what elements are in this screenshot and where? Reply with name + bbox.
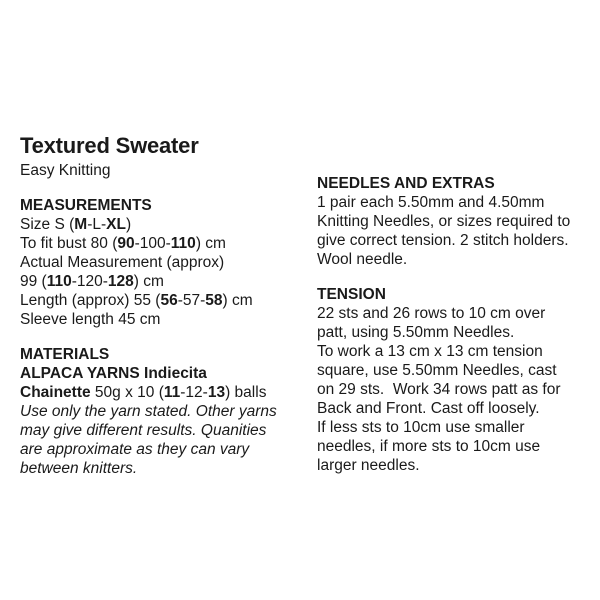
page-subtitle: Easy Knitting [20, 162, 111, 179]
needles-line: give correct tension. 2 stitch holders. [317, 232, 569, 249]
tension-line: Back and Front. Cast off loosely. [317, 400, 540, 417]
yarn-quantity-line [20, 383, 320, 402]
yarn-note-line [20, 440, 320, 459]
bust-line [20, 234, 320, 253]
tension-heading: TENSION [317, 286, 386, 303]
tension-line: on 29 sts. Work 34 rows patt as for [317, 381, 561, 398]
tension-line: If less sts to 10cm use smaller [317, 419, 525, 436]
length-prefix: Length (approx) 55 ( [20, 292, 161, 309]
actual-bold-2: 128 [107, 273, 134, 290]
needles-line: 1 pair each 5.50mm and 4.50mm [317, 194, 545, 211]
right-column [317, 174, 600, 475]
actual-mid: -120- [71, 273, 108, 290]
qty-bold-1: 11 [163, 384, 181, 401]
yarn-note-line [20, 402, 320, 421]
actual-measurement-values [20, 272, 320, 291]
size-suffix: ) [125, 216, 132, 233]
size-xl: XL [106, 216, 126, 233]
size-m: M [74, 216, 88, 233]
bust-mid: -100- [134, 235, 171, 252]
length-mid: -57- [177, 292, 206, 309]
yarn-note-line [20, 421, 320, 440]
length-bold-2: 58 [205, 292, 223, 309]
bust-bold-2: 110 [170, 235, 196, 252]
yarn-brand-line: ALPACA YARNS Indiecita [20, 365, 207, 382]
size-line [20, 215, 320, 234]
yarn-note-text-1: Use only the yarn stated. Other yarns [20, 403, 277, 420]
qty-prefix: 50g x 10 ( [90, 384, 164, 401]
bust-bold-1: 90 [117, 235, 135, 252]
yarn-name: Chainette [20, 384, 91, 401]
measurements-heading: MEASUREMENTS [20, 197, 152, 214]
actual-prefix: 99 ( [20, 273, 47, 290]
size-sep: -L- [87, 216, 107, 233]
length-suffix: ) cm [222, 292, 253, 309]
yarn-note-text-3: are approximate as they can vary [20, 441, 250, 458]
length-line [20, 291, 320, 310]
qty-bold-2: 13 [207, 384, 226, 401]
tension-line: To work a 13 cm x 13 cm tension [317, 343, 543, 360]
tension-line: patt, using 5.50mm Needles. [317, 324, 515, 341]
yarn-note-text-2: may give different results. Quanities [20, 422, 267, 439]
page-title: Textured Sweater [20, 133, 199, 158]
needles-heading: NEEDLES AND EXTRAS [317, 175, 495, 192]
tension-line: 22 sts and 26 rows to 10 cm over [317, 305, 546, 322]
tension-line: larger needles. [317, 457, 420, 474]
size-prefix: Size S ( [20, 216, 75, 233]
yarn-note-text-4: between knitters. [20, 460, 138, 477]
actual-measurement-label: Actual Measurement (approx) [20, 254, 225, 271]
tension-line: square, use 5.50mm Needles, cast [317, 362, 557, 379]
qty-mid: -12- [180, 384, 208, 401]
left-column [20, 196, 320, 478]
actual-bold-1: 110 [46, 273, 72, 290]
materials-heading: MATERIALS [20, 346, 110, 363]
yarn-note-line [20, 459, 320, 478]
tension-line: needles, if more sts to 10cm use [317, 438, 541, 455]
actual-suffix: ) cm [133, 273, 164, 290]
bust-prefix: To fit bust 80 ( [20, 235, 118, 252]
needles-line: Knitting Needles, or sizes required to [317, 213, 571, 230]
sleeve-line: Sleeve length 45 cm [20, 311, 161, 328]
length-bold-1: 56 [160, 292, 178, 309]
needles-line: Wool needle. [317, 251, 408, 268]
bust-suffix: ) cm [195, 235, 226, 252]
qty-suffix: ) balls [225, 384, 267, 401]
